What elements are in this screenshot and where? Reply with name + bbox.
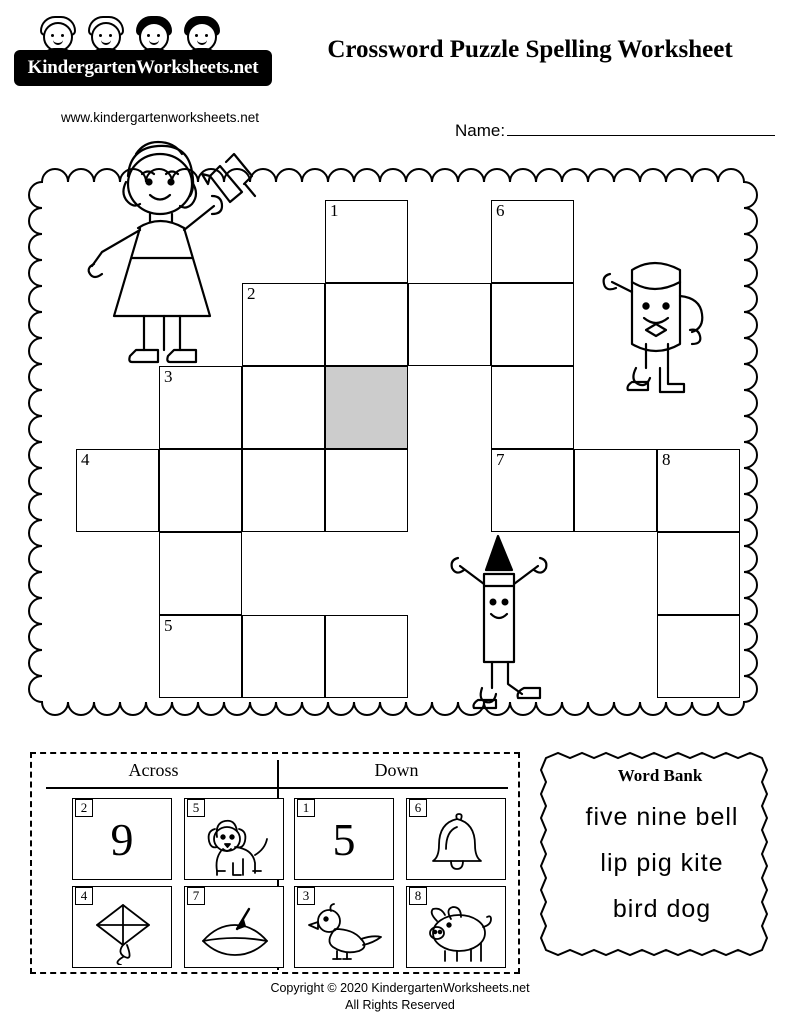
grid-cell-shaded[interactable]: [325, 366, 408, 449]
grid-cell[interactable]: [325, 200, 408, 283]
name-label: Name:: [455, 121, 506, 140]
grid-cell[interactable]: [159, 615, 242, 698]
word-bank-line: five nine bell: [585, 803, 739, 831]
clue-item-across-2[interactable]: [72, 798, 172, 880]
word-bank-line: lip pig kite: [600, 849, 724, 877]
clue-item-down-6[interactable]: [406, 798, 506, 880]
across-heading: Across: [128, 760, 179, 780]
logo-text: KindergartenWorksheets.net: [27, 57, 259, 78]
clue-number-glyph: 9: [110, 813, 134, 865]
grid-cell[interactable]: [325, 283, 408, 366]
bell-icon: [413, 811, 501, 877]
grid-cell[interactable]: [657, 532, 740, 615]
grid-cell[interactable]: [159, 366, 242, 449]
down-heading: Down: [374, 760, 419, 780]
word-bank-words: [556, 794, 768, 932]
grid-cell-number: 2: [247, 284, 256, 303]
bird-icon: [301, 899, 389, 965]
clue-number: 4: [75, 887, 93, 905]
grid-cell[interactable]: [242, 449, 325, 532]
grid-cell[interactable]: [325, 615, 408, 698]
eraser-character-illustration: [598, 248, 738, 408]
grid-cell[interactable]: [491, 449, 574, 532]
grid-cell[interactable]: [242, 615, 325, 698]
name-input-line[interactable]: [507, 120, 775, 136]
grid-cell[interactable]: [657, 449, 740, 532]
grid-cell[interactable]: [159, 449, 242, 532]
grid-cell-number: 3: [164, 367, 173, 386]
clue-item-down-3[interactable]: [294, 886, 394, 968]
grid-cell-number: 1: [330, 201, 339, 220]
clue-number: 1: [297, 799, 315, 817]
grid-cell[interactable]: [657, 615, 740, 698]
clue-number: 8: [409, 887, 427, 905]
grid-cell-number: 5: [164, 616, 173, 635]
dog-icon: [191, 811, 279, 877]
copyright-text: Copyright © 2020 KindergartenWorksheets.net: [270, 981, 530, 995]
grid-cell-number: 8: [662, 450, 671, 469]
pig-icon: [413, 899, 501, 965]
clue-number: 5: [187, 799, 205, 817]
grid-cell-number: 4: [81, 450, 90, 469]
logo-banner: [14, 50, 272, 86]
grid-cell[interactable]: [491, 283, 574, 366]
clue-item-down-1[interactable]: [294, 798, 394, 880]
clue-item-down-8[interactable]: [406, 886, 506, 968]
footer: [0, 980, 800, 1014]
clue-item-across-4[interactable]: [72, 886, 172, 968]
page-title: Crossword Puzzle Spelling Worksheet: [327, 36, 733, 63]
grid-cell[interactable]: [491, 366, 574, 449]
grid-cell[interactable]: [574, 449, 657, 532]
lip-icon: [191, 899, 279, 965]
word-bank-title: Word Bank: [617, 766, 703, 785]
clue-item-across-7[interactable]: [184, 886, 284, 968]
grid-cell[interactable]: [325, 449, 408, 532]
clue-item-across-5[interactable]: [184, 798, 284, 880]
grid-cell-number: 7: [496, 450, 505, 469]
grid-cell[interactable]: [491, 200, 574, 283]
site-url: www.kindergartenworksheets.net: [60, 110, 260, 125]
grid-cell-number: 6: [496, 201, 505, 220]
clue-number: 2: [75, 799, 93, 817]
word-bank-line: bird dog: [612, 895, 712, 923]
clue-panel: [30, 752, 520, 974]
grid-cell[interactable]: [159, 532, 242, 615]
clue-number: 6: [409, 799, 427, 817]
clue-number: 7: [187, 887, 205, 905]
name-field-row: [455, 120, 775, 141]
clue-number: 3: [297, 887, 315, 905]
site-logo: [14, 14, 272, 94]
clue-headings: [32, 760, 518, 781]
rights-text: All Rights Reserved: [345, 998, 455, 1012]
pencil-character-illustration: [440, 520, 580, 720]
kite-icon: [79, 899, 167, 965]
grid-cell[interactable]: [408, 283, 491, 366]
clue-number-glyph: 5: [332, 813, 356, 865]
grid-cell[interactable]: [76, 449, 159, 532]
word-bank: [540, 748, 780, 976]
grid-cell[interactable]: [242, 366, 325, 449]
grid-cell[interactable]: [242, 283, 325, 366]
